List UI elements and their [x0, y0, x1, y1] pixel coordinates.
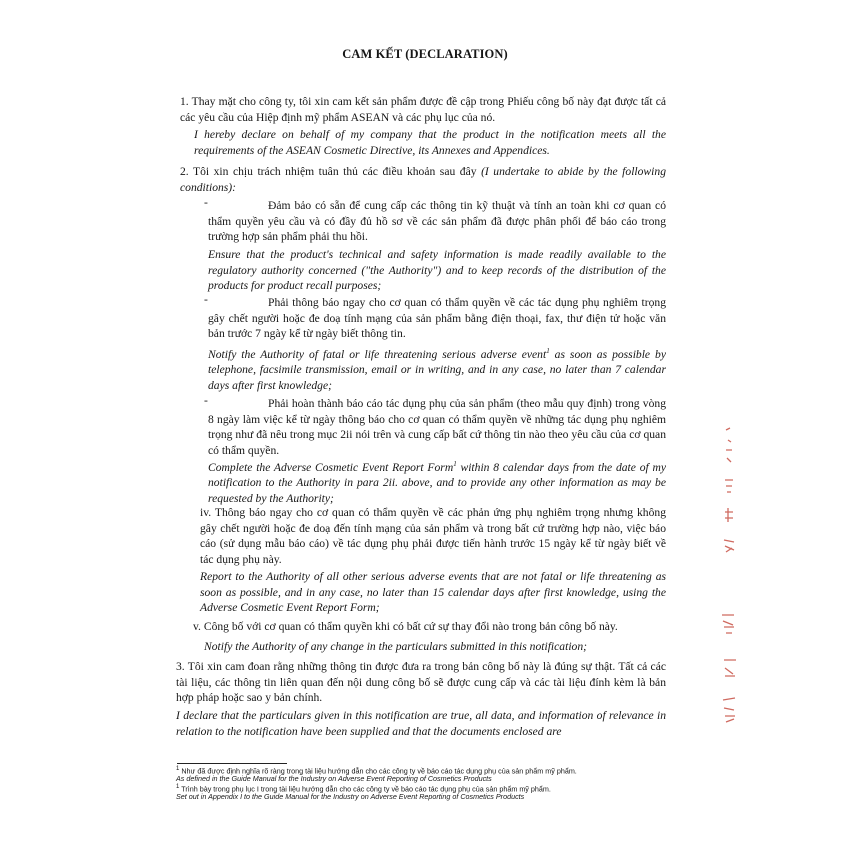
- item-v-vi: v. Công bố với cơ quan có thẩm quyền khi có bất cứ sự thay đổi nào trong bản công bố này.: [193, 620, 618, 633]
- item-iii-en: [208, 457, 666, 507]
- item-iii-en-a: Complete the Adverse Cosmetic Event Report Form: [208, 460, 454, 474]
- section-2-vi: 2. Tôi xin chịu trách nhiệm tuân thủ các điều khoản sau đây: [180, 165, 477, 178]
- footnote-1-en: As defined in the Guide Manual for the Industry on Adverse Event Reporting of Cosmetics Products: [176, 774, 492, 783]
- item-v-en: Notify the Authority of any change in the particulars submitted in this notification;: [204, 640, 587, 653]
- item-ii-en-a: Notify the Authority of fatal or life threatening serious adverse event: [208, 347, 547, 361]
- footnote-1-vi-text: Như đã được định nghĩa rõ ràng trong tài liệu hướng dẫn cho các công ty về báo cáo tác dụng phụ của sản phẩm mỹ phẩm.: [181, 766, 577, 776]
- item-ii-vi: Phải thông báo ngay cho cơ quan có thẩm quyền về các tác dụng phụ nghiêm trọng gây chết người hoặc đe doạ tính mạng của sản phẩm bằng điện thoại, fax, thư điện tử hoặc văn bản trước 7 ngày kể từ ngày biết thông tin.: [208, 296, 666, 341]
- page-title: CAM KẾT (DECLARATION): [342, 47, 508, 61]
- section-2-heading: [180, 164, 666, 195]
- item-ii-en: [208, 344, 666, 394]
- footnote-ref-2: 1: [453, 460, 457, 468]
- footnote-2-mark: 1: [176, 784, 180, 790]
- item-ii-en-b: as soon as possible by telephone, facsimile transmission, email or in writing, and in any case, no later than 7 calendar days after first knowledge;: [208, 347, 666, 393]
- footnote-ref-1: 1: [546, 347, 550, 355]
- seal-stamp-marks: [716, 420, 746, 730]
- section-1-en: I hereby declare on behalf of my company that the product in the notification meets all the requirements of the ASEAN Cosmetic Directive, its Annexes and Appendices.: [194, 128, 666, 157]
- footnote-1-mark: 1: [176, 766, 180, 772]
- item-iv-vi: iv. Thông báo ngay cho cơ quan có thẩm quyền về các phản ứng phụ nghiêm trọng nhưng không gây chết người hoặc đe doạ đến tính mạng của sản phẩm và trong bất cứ trường hợp nào, việc báo cáo (sử dụng mẫu báo cáo) về tác dụng phụ phải được tiến hành trước 15 ngày kể từ ngày biết về tác dụng phụ này.: [200, 506, 666, 566]
- footnote-2-vi-text: Trình bày trong phụ lục I trong tài liệu hướng dẫn cho các công ty về báo cáo tác dụng phụ của sản phẩm mỹ phẩm.: [181, 784, 551, 794]
- bullet-dash-2: -: [204, 293, 208, 306]
- item-iv-en: Report to the Authority of all other serious adverse events that are not fatal or life threatening as soon as possible, and in any case, no later than 15 calendar days after first knowledge, using the Adverse Cosmetic Event Report Form;: [200, 570, 666, 615]
- item-i-en: Ensure that the product's technical and safety information is made readily available to the regulatory authority concerned ("the Authority") and to keep records of the distribution of the products for product recall purposes;: [208, 248, 666, 293]
- item-iii-en-b: within 8 calendar days from the date of my notification to the Authority in para 2ii. above, and to provide any other information as may be requested by the Authority;: [208, 460, 666, 506]
- bullet-dash-3: -: [204, 394, 208, 407]
- section-3-en: I declare that the particulars given in this notification are true, all data, and information of relevance in relation to the notification have been supplied and that the documents enclosed are: [176, 709, 666, 738]
- footnote-divider: [177, 763, 287, 764]
- footnote-2-en: Set out in Appendix I to the Guide Manual for the Industry on Adverse Event Reporting of Cosmetics Products: [176, 792, 525, 801]
- item-iii-vi: Phải hoàn thành báo cáo tác dụng phụ của sản phẩm (theo mẫu quy định) trong vòng 8 ngày làm việc kể từ ngày thông báo cho cơ quan có thẩm quyền về những tác dụng phụ nghiêm trọng như đã nêu trong mục 2ii nói trên và cung cấp bất cứ thông tin nào theo yêu cầu của cơ quan có thẩm quyền.: [208, 397, 666, 457]
- section-3-vi: 3. Tôi xin cam đoan rằng những thông tin được đưa ra trong bản công bố này là đúng sự thật. Tất cả các tài liệu, các thông tin liên quan đến nội dung công bố sẽ được cung cấp và các tài liệu đính kèm là bản hợp pháp hoặc sao y bản chính.: [176, 660, 666, 705]
- item-i-vi: Đảm bảo có sẵn để cung cấp các thông tin kỹ thuật và tính an toàn khi cơ quan có thẩm quyền yêu cầu và có đầy đủ hồ sơ về các sản phẩm đã được phân phối để báo cáo trong trường hợp sản phẩm phải thu hồi.: [208, 199, 666, 244]
- section-2-en: (I undertake to abide by the following conditions):: [180, 165, 666, 194]
- bullet-dash-1: -: [204, 196, 208, 209]
- section-1-vi: 1. Thay mặt cho công ty, tôi xin cam kết sản phẩm được đề cập trong Phiếu công bố này đạt được tất cả các yêu cầu của Hiệp định mỹ phẩm ASEAN và các phụ lục của nó.: [180, 95, 666, 124]
